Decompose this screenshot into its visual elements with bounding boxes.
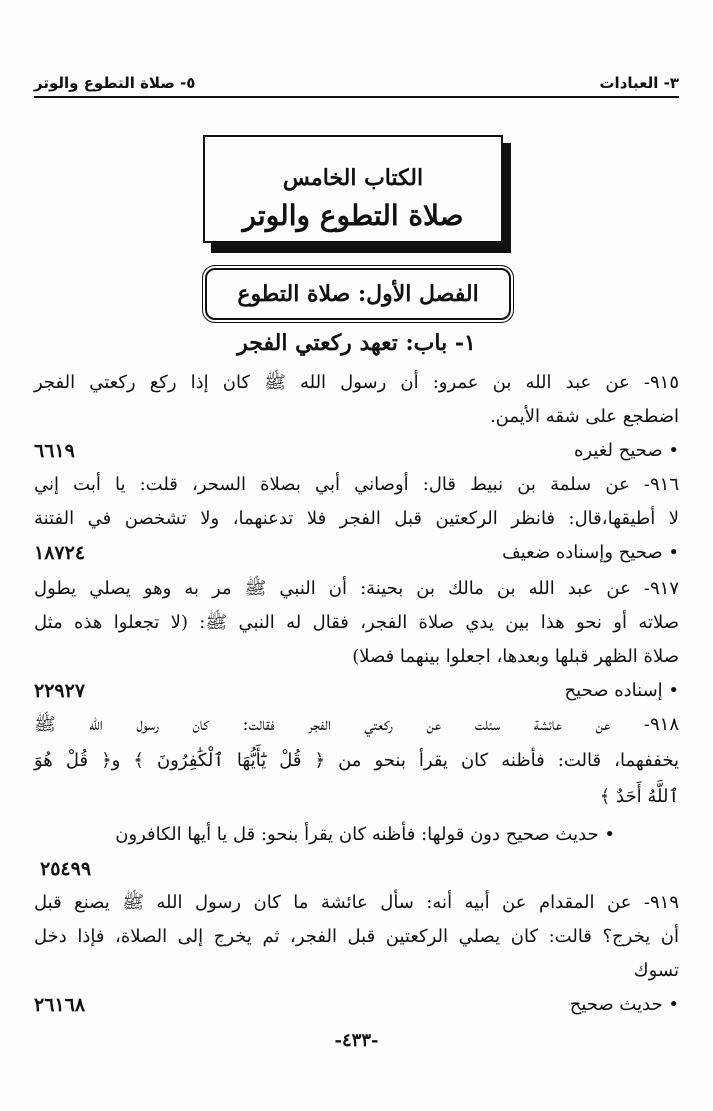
hadith-915-grade: • صحيح لغيره <box>574 440 679 461</box>
hadith-917-line-2: صلاته أو نحو هذا بين يدي صلاة الفجر، فقال له النبي ﷺ: (لا تجعلوا هذه مثل <box>34 612 680 633</box>
hadith-916-line-1: ٩١٦- عن سلمة بن نبيط قال: أوصاني أبي بصلاة السحر، قلت: يا أبت إني <box>34 474 679 495</box>
hadith-918-ref: ٢٥٤٩٩ <box>40 858 92 880</box>
hadith-917-grade-row <box>34 674 679 708</box>
header-book: ٥- صلاة التطوع والوتر <box>34 74 196 92</box>
hadith-917-line-3: صلاة الظهر قبلها وبعدها، اجعلوا بينهما فصلا) <box>352 646 679 667</box>
hadith-918-line-2: يخففهما، قالت: فأظنه كان يقرأ بنحو من ﴿ قُلْ يَٰٓأَيُّهَا ٱلْكَٰفِرُونَ ﴾ و﴿ قُلْ هُوَ <box>34 750 679 771</box>
hadith-919-grade: • حديث صحيح <box>569 994 679 1015</box>
hadith-918-line-3: ٱللَّهُ أَحَدٌ ﴾ <box>599 786 679 807</box>
hadith-918-grade: • حديث صحيح دون قولها: فأظنه كان يقرأ بنحو: قل يا أيها الكافرون <box>115 824 615 845</box>
hadith-917-line-1: ٩١٧- عن عبد الله بن مالك بن بحينة: أن النبي ﷺ مر به وهو يصلي يطول <box>34 578 679 599</box>
hadith-915-line-2: اضطجع على شقه الأيمن. <box>489 406 679 427</box>
hadith-919-line-1: ٩١٩- عن المقدام عن أبيه أنه: سأل عائشة ما كان رسول الله ﷺ يصنع قبل <box>34 892 679 913</box>
header-section: ٣- العبادات <box>599 74 679 92</box>
book-title: صلاة التطوع والوتر <box>242 199 464 232</box>
book-title-box <box>203 135 503 243</box>
hadith-917-ref: ٢٢٩٢٧ <box>34 680 86 702</box>
hadith-919-ref: ٢٦١٦٨ <box>34 994 86 1016</box>
book-number: الكتاب الخامس <box>282 165 424 191</box>
bab-heading: ١- باب: تعهد ركعتي الفجر <box>237 330 476 356</box>
hadith-919-line-3: تسوك <box>633 960 679 981</box>
hadith-918-line-1: ٩١٨- عن عائشة سئلت عن ركعتي الفجر فقالت: كان رسول الله ﷺ <box>34 714 679 735</box>
hadith-915-grade-row <box>34 434 679 468</box>
hadith-919-grade-row <box>34 988 679 1022</box>
hadith-916-grade: • صحيح وإسناده ضعيف <box>502 542 679 563</box>
page-number: -٤٣٣- <box>334 1030 379 1051</box>
hadith-917-grade: • إسناده صحيح <box>564 680 679 701</box>
hadith-915-line-1: ٩١٥- عن عبد الله بن عمرو: أن رسول الله ﷺ كان إذا ركع ركعتي الفجر <box>34 372 679 393</box>
hadith-919-line-2: أن يخرج؟ قالت: كان يصلي الركعتين قبل الفجر، ثم يخرج إلى الصلاة، فإذا دخل <box>34 926 679 947</box>
chapter-title: الفصل الأول: صلاة التطوع <box>205 268 511 320</box>
hadith-915-ref: ٦٦١٩ <box>34 440 75 462</box>
hadith-916-line-2: لا أطيقها،قال: فانظر الركعتين قبل الفجر فلا تدعنهما، ولا تشخصن في الفتنة <box>34 508 679 529</box>
running-header <box>34 62 679 98</box>
hadith-916-grade-row <box>34 536 679 570</box>
hadith-916-ref: ١٨٧٢٤ <box>34 542 86 564</box>
